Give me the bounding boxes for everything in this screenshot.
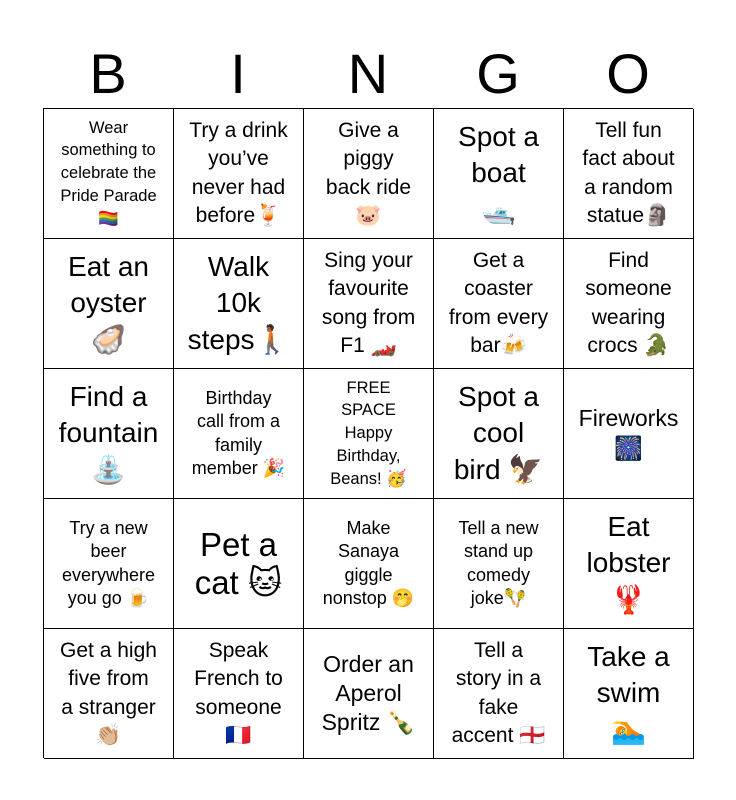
bingo-cell-text: Try a drink you’ve never had before🍹 — [189, 118, 288, 227]
header-letter-i: I — [230, 42, 246, 105]
bingo-cell-text: Speak French to someone 🇫🇷 — [194, 638, 283, 747]
bingo-cell-text: Find a fountain ⛲ — [58, 380, 159, 485]
header-letter-o: O — [606, 42, 650, 105]
bingo-cell-r4-c5[interactable] — [564, 499, 694, 629]
bingo-cell-r4-c2[interactable] — [174, 499, 304, 629]
bingo-cell-r4-c4[interactable] — [434, 499, 564, 629]
bingo-cell-r1-c3[interactable] — [304, 109, 434, 239]
bingo-cell-text: Pet a cat 🐱 — [194, 525, 283, 601]
bingo-cell-text: Tell a story in a fake accent 🏴󠁧󠁢󠁥󠁮󠁧󠁿 — [451, 638, 546, 747]
bingo-cell-r5-c2[interactable] — [174, 629, 304, 759]
bingo-cell-r1-c2[interactable] — [174, 109, 304, 239]
bingo-cell-r1-c4[interactable] — [434, 109, 564, 239]
bingo-cell-text: Try a new beer everywhere you go 🍺 — [61, 518, 156, 608]
bingo-cell-r4-c1[interactable] — [44, 499, 174, 629]
bingo-cell-text: Eat lobster 🦞 — [586, 510, 671, 615]
bingo-cell-text: Give a piggy back ride 🐷 — [325, 118, 412, 227]
bingo-board — [43, 108, 693, 758]
bingo-cell-r2-c1[interactable] — [44, 239, 174, 369]
bingo-cell-text: Get a coaster from every bar🍻 — [448, 248, 549, 357]
bingo-cell-r1-c1[interactable] — [44, 109, 174, 239]
bingo-cell-r5-c4[interactable] — [434, 629, 564, 759]
bingo-cell-text: Eat an oyster 🦪 — [68, 250, 149, 355]
bingo-cell-text: FREE SPACE Happy Birthday, Beans! 🥳 — [330, 378, 407, 488]
bingo-cell-r4-c3[interactable] — [304, 499, 434, 629]
bingo-cell-text: Make Sanaya giggle nonstop 🤭 — [322, 518, 415, 608]
bingo-cell-r2-c4[interactable] — [434, 239, 564, 369]
bingo-cell-text: Take a swim 🏊 — [587, 640, 670, 745]
header-letter-n: N — [347, 42, 389, 105]
bingo-cell-text: Spot a boat 🛥️ — [458, 120, 539, 225]
bingo-cell-r5-c3[interactable] — [304, 629, 434, 759]
bingo-cell-text: Sing your favourite song from F1 🏎️ — [321, 248, 416, 357]
bingo-cell-text: Tell fun fact about a random statue🗿 — [582, 118, 675, 227]
free-space-cell[interactable] — [304, 369, 434, 499]
bingo-cell-r5-c1[interactable] — [44, 629, 174, 759]
bingo-cell-r3-c5[interactable] — [564, 369, 694, 499]
bingo-header — [43, 40, 693, 108]
bingo-cell-text: Find someone wearing crocs 🐊 — [585, 248, 672, 357]
header-letter-g: G — [476, 42, 520, 105]
bingo-cell-text: Fireworks 🎆 — [578, 405, 679, 461]
bingo-cell-text: Wear something to celebrate the Pride Parade 🏳️‍🌈 — [60, 118, 157, 228]
bingo-cell-r3-c4[interactable] — [434, 369, 564, 499]
bingo-cell-text: Tell a new stand up comedy joke🪇 — [458, 518, 539, 608]
bingo-cell-text: Order an Aperol Spritz 🍾 — [321, 650, 416, 736]
bingo-cell-text: Walk 10k steps🚶🏾 — [187, 250, 290, 355]
bingo-cell-text: Get a high five from a stranger 👏🏼 — [60, 638, 157, 747]
header-letter-b: B — [89, 42, 127, 105]
bingo-cell-r2-c3[interactable] — [304, 239, 434, 369]
bingo-cell-r2-c2[interactable] — [174, 239, 304, 369]
bingo-cell-r3-c2[interactable] — [174, 369, 304, 499]
bingo-cell-r1-c5[interactable] — [564, 109, 694, 239]
bingo-cell-text: Birthday call from a family member 🎉 — [191, 388, 286, 478]
bingo-cell-r3-c1[interactable] — [44, 369, 174, 499]
bingo-cell-r5-c5[interactable] — [564, 629, 694, 759]
bingo-cell-r2-c5[interactable] — [564, 239, 694, 369]
bingo-cell-text: Spot a cool bird 🦅 — [453, 380, 544, 485]
